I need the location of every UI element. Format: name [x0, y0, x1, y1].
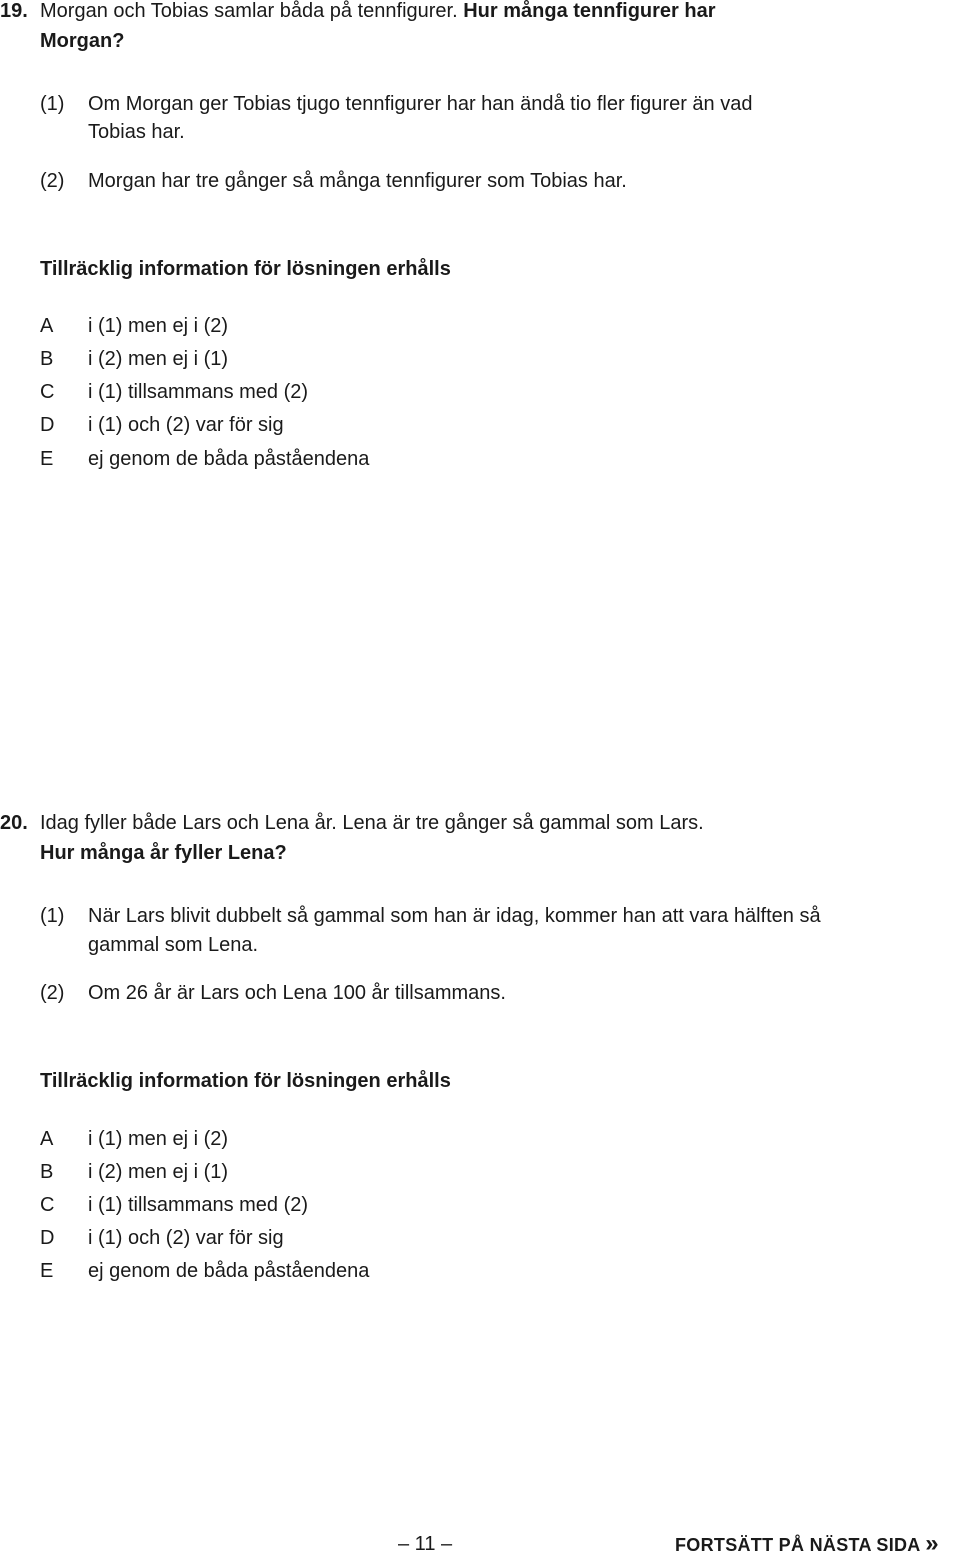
statement-text-continued: Tobias har.	[88, 121, 185, 143]
statement-number: (2)	[40, 982, 65, 1004]
statement-text: Om Morgan ger Tobias tjugo tennfigurer har han ändå tio fler figurer än vad	[88, 93, 753, 115]
option-letter-c: C	[40, 1194, 55, 1216]
question-lead: Morgan och Tobias samlar båda på tennfigurer.	[40, 0, 464, 22]
statement-text: Om 26 år är Lars och Lena 100 år tillsammans.	[88, 982, 506, 1004]
option-text-c: i (1) tillsammans med (2)	[88, 1194, 309, 1216]
question-prompt: Hur många tennfigurer har	[463, 0, 716, 22]
option-letter-a: A	[40, 315, 54, 337]
option-text-a: i (1) men ej i (2)	[88, 315, 229, 337]
question-lead: Idag fyller både Lars och Lena år. Lena är tre gånger så gammal som Lars.	[40, 812, 704, 834]
option-text-b: i (2) men ej i (1)	[88, 1161, 229, 1183]
option-letter-e: E	[40, 1260, 54, 1282]
question-number: 20.	[0, 812, 28, 834]
continue-next-page	[675, 1530, 939, 1557]
statement-number: (1)	[40, 905, 65, 927]
option-letter-b: B	[40, 1161, 54, 1183]
statement-text: Morgan har tre gånger så många tennfigurer som Tobias har.	[88, 170, 627, 192]
statement-number: (1)	[40, 93, 65, 115]
option-text-e: ej genom de båda påståendena	[88, 1260, 370, 1282]
option-letter-d: D	[40, 414, 55, 436]
question-prompt: Hur många år fyller Lena?	[40, 842, 287, 864]
option-letter-a: A	[40, 1128, 54, 1150]
option-letter-d: D	[40, 1227, 55, 1249]
option-letter-e: E	[40, 448, 54, 470]
question-text	[40, 0, 716, 23]
option-letter-c: C	[40, 381, 55, 403]
options-heading: Tillräcklig information för lösningen erhålls	[40, 1070, 451, 1092]
double-chevron-right-icon: »	[925, 1530, 939, 1557]
statement-number: (2)	[40, 170, 65, 192]
options-heading: Tillräcklig information för lösningen erhålls	[40, 258, 451, 280]
question-prompt-continued: Morgan?	[40, 30, 125, 52]
option-text-e: ej genom de båda påståendena	[88, 448, 370, 470]
option-letter-b: B	[40, 348, 54, 370]
option-text-d: i (1) och (2) var för sig	[88, 1227, 284, 1249]
option-text-a: i (1) men ej i (2)	[88, 1128, 229, 1150]
option-text-c: i (1) tillsammans med (2)	[88, 381, 309, 403]
continue-label: FORTSÄTT PÅ NÄSTA SIDA	[675, 1535, 920, 1555]
option-text-d: i (1) och (2) var för sig	[88, 414, 284, 436]
option-text-b: i (2) men ej i (1)	[88, 348, 229, 370]
page-number: – 11 –	[398, 1533, 453, 1555]
question-number: 19.	[0, 0, 28, 22]
statement-text: När Lars blivit dubbelt så gammal som han är idag, kommer han att vara hälften så	[88, 905, 821, 927]
statement-text-continued: gammal som Lena.	[88, 934, 259, 956]
